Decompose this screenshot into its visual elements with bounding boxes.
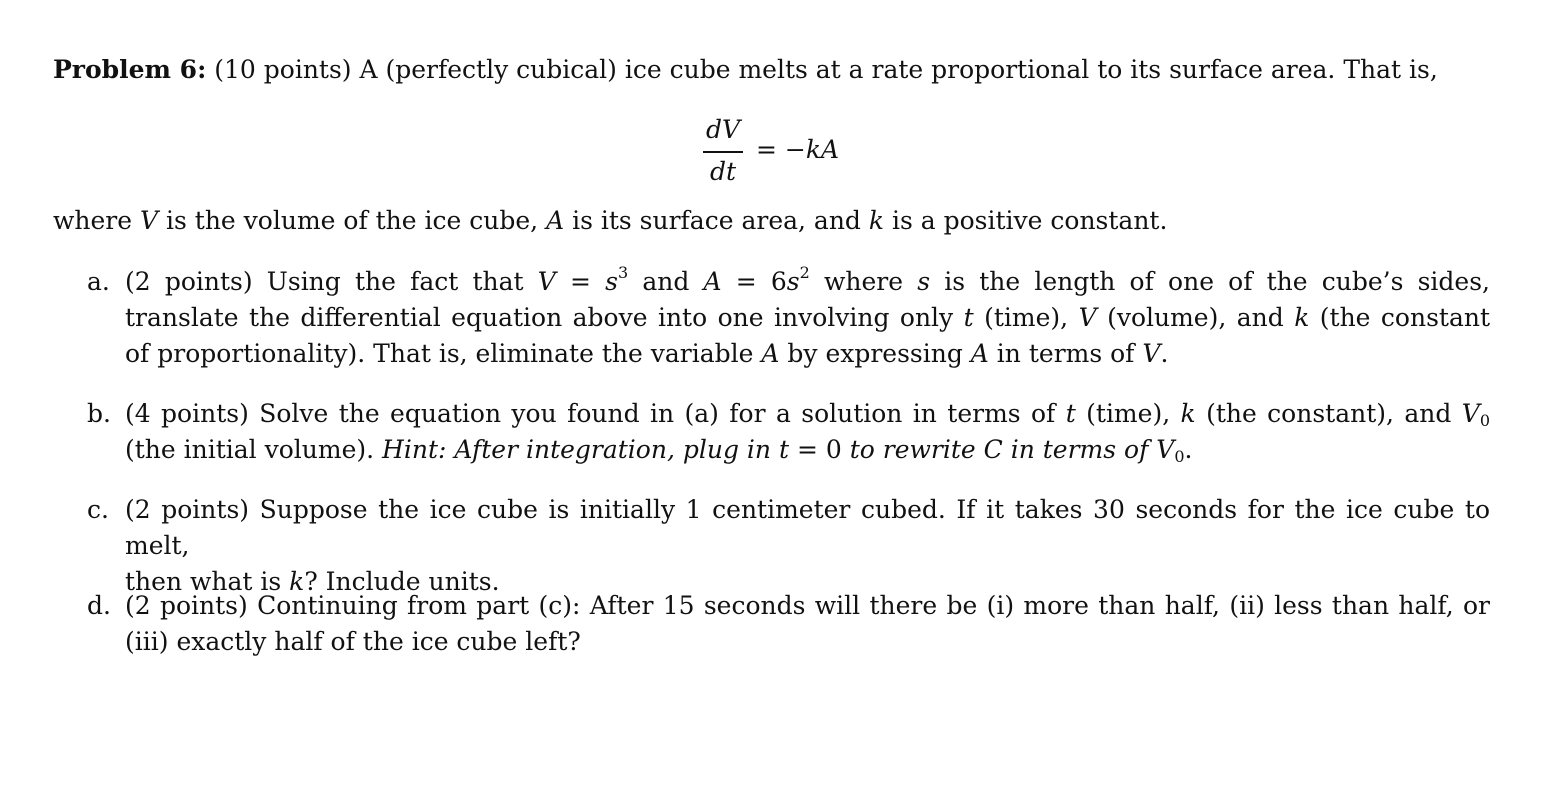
problem-statement (53, 52, 1490, 88)
var-a: A (546, 206, 565, 235)
var: s (605, 267, 618, 296)
text: (time), (1075, 399, 1181, 428)
text: of proportionality). That is, eliminate the variable (125, 339, 762, 368)
text: is the length of one of the cube’s sides, (930, 267, 1491, 296)
equation-rhs: = −kA (756, 135, 840, 164)
var: s (786, 267, 800, 296)
part-c-label: c. (87, 495, 109, 524)
text: by expressing (779, 339, 971, 368)
part-a-line-2 (125, 300, 1490, 336)
var-k: k (868, 206, 885, 235)
var: V (1461, 399, 1480, 428)
part-a-line-3 (125, 336, 1490, 372)
text: translate the differential equation above into one involving only (125, 303, 964, 332)
text: = 0 (789, 435, 850, 464)
part-b-line-1 (125, 396, 1490, 432)
text: where (809, 267, 918, 296)
var: t (963, 303, 974, 332)
part-c-text (125, 492, 1490, 600)
part-c-line-1: (2 points) Suppose the ice cube is initially 1 centimeter cubed. If it takes 30 seconds for the ice cube to melt, (125, 495, 1490, 560)
part-a-text (125, 264, 1490, 372)
where-text: where (53, 206, 140, 235)
part-b-label: b. (87, 399, 111, 428)
text: (4 points) Solve the equation you found in (a) for a solution in terms of (125, 399, 1066, 428)
text: (volume), and (1096, 303, 1295, 332)
part-b-text (125, 396, 1490, 468)
where-text: is its surface area, and (564, 206, 869, 235)
hint-text: Hint: After integration, plug in t (382, 435, 789, 464)
part-d-line-1: (2 points) Continuing from part (c): After 15 seconds will there be (i) more than half, (ii) less than half, or (125, 591, 1490, 620)
text: . (1160, 339, 1169, 368)
where-text: is a positive constant. (884, 206, 1168, 235)
var: A (970, 339, 989, 368)
text: (time), (973, 303, 1079, 332)
var: s (917, 267, 931, 296)
text: = 6 (721, 267, 787, 296)
where-text: is the volume of the ice cube, (158, 206, 547, 235)
var: V (1142, 339, 1161, 368)
var: k (289, 567, 305, 596)
text: (the constant (1309, 303, 1491, 332)
subscript: 0 (1479, 411, 1490, 430)
subscript: 0 (1174, 447, 1185, 466)
problem-intro: (10 points) A (perfectly cubical) ice cube melts at a rate proportional to its surface area. That is, (214, 55, 1438, 84)
fraction-bar (703, 151, 743, 153)
var: A (761, 339, 780, 368)
part-b-line-2 (125, 432, 1490, 468)
text: (the constant), and (1195, 399, 1462, 428)
exponent: 2 (799, 263, 810, 282)
fraction-denominator: dt (709, 157, 737, 186)
variable-definitions (53, 203, 1167, 239)
text: and (628, 267, 704, 296)
var: k (1294, 303, 1310, 332)
text: (the initial volume). (125, 435, 383, 464)
problem-title: Problem 6: (53, 55, 207, 84)
part-a-label: a. (87, 267, 110, 296)
part-d-line-2: (iii) exactly half of the ice cube left? (125, 627, 581, 656)
text: . (1184, 435, 1193, 464)
part-d-text (125, 588, 1490, 660)
part-d-label: d. (87, 591, 111, 620)
var: A (703, 267, 722, 296)
text: = (555, 267, 606, 296)
var: V (537, 267, 556, 296)
fraction-numerator: dV (705, 115, 741, 144)
text: in terms of (988, 339, 1143, 368)
exponent: 3 (617, 263, 629, 282)
text: (2 points) Using the fact that (125, 267, 538, 296)
var: k (1180, 399, 1196, 428)
var-v: V (140, 206, 159, 235)
text: then what is (125, 567, 290, 596)
part-a-line-1 (125, 264, 1490, 300)
hint-text: to rewrite C in terms of V (849, 435, 1175, 464)
var: t (1065, 399, 1076, 428)
var: V (1078, 303, 1097, 332)
differential-equation (700, 112, 900, 192)
text: ? Include units. (304, 567, 500, 596)
